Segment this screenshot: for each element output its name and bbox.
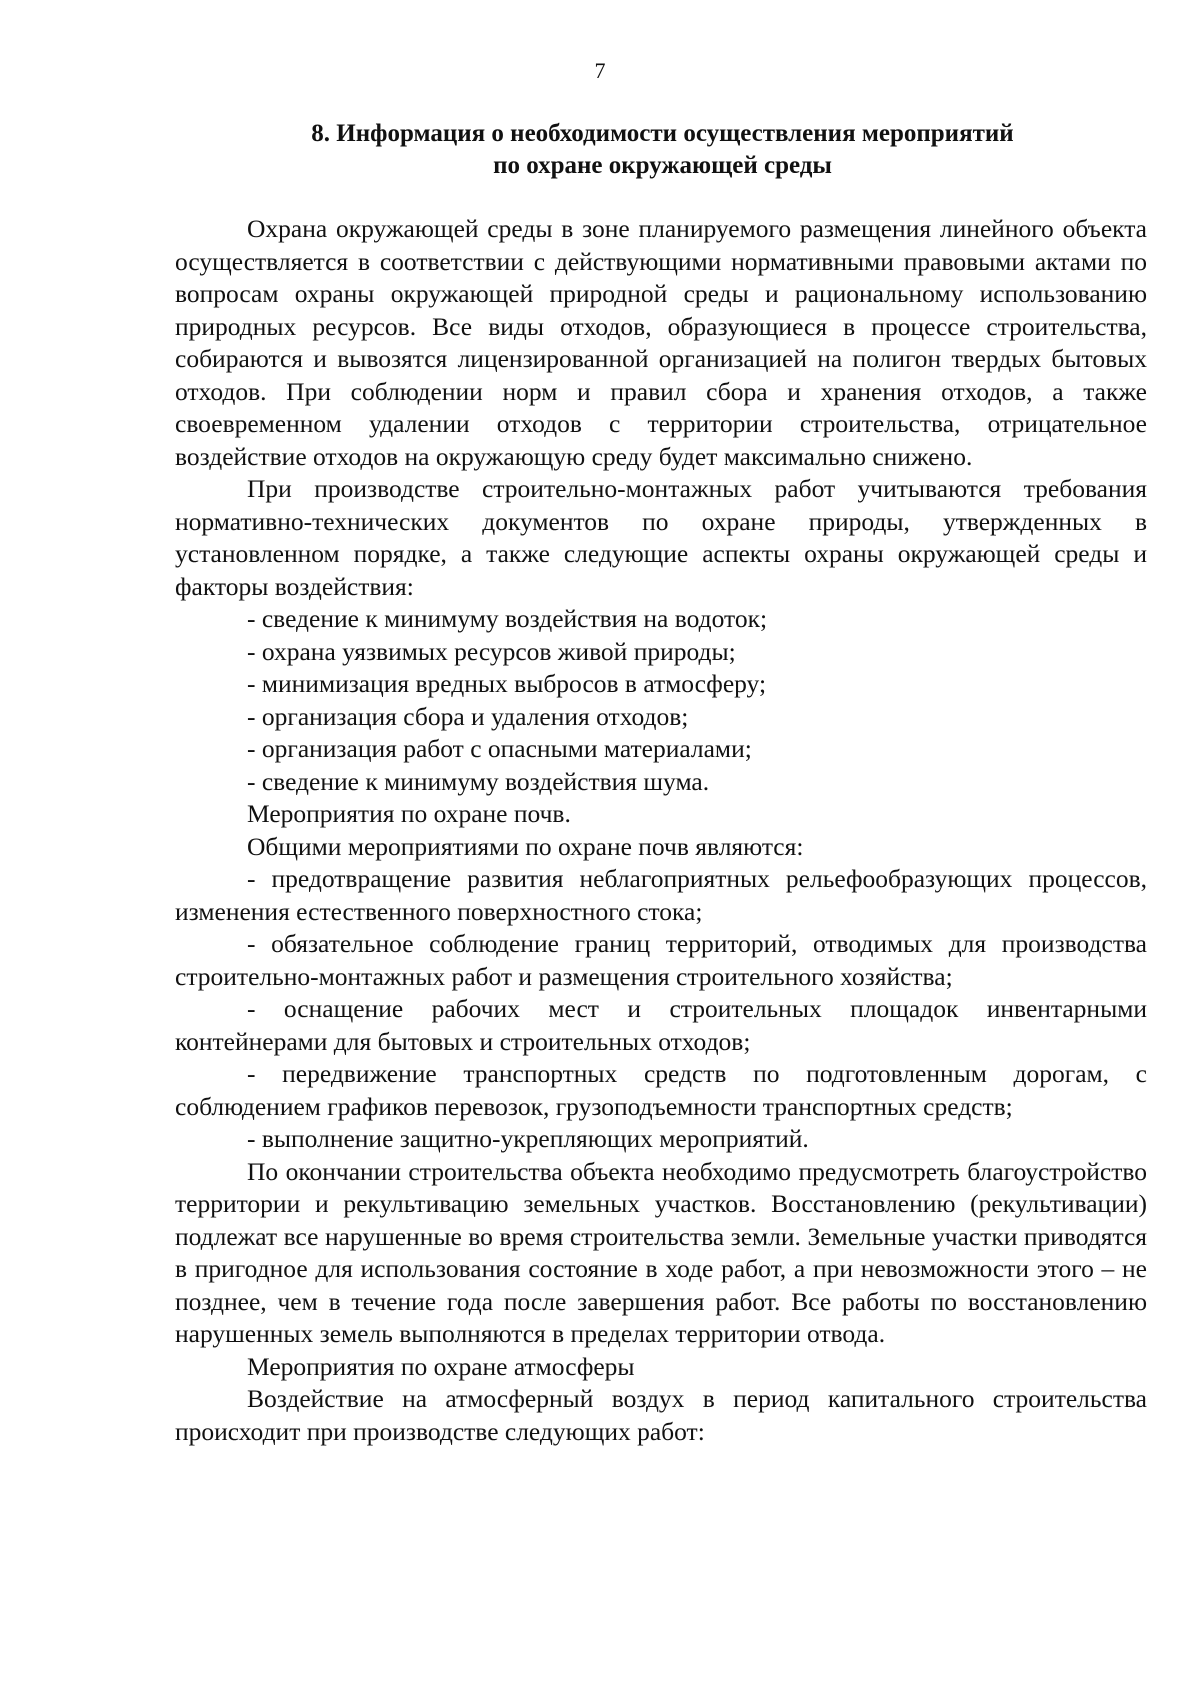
list-item: - обязательное соблюдение границ территорий, отводимых для производства строительно-монтажных работ и размещения строительного хозяйства; bbox=[175, 929, 1147, 991]
page-number: 7 bbox=[594, 58, 606, 83]
list-item: - минимизация вредных выбросов в атмосферу; bbox=[247, 669, 767, 698]
list-item: - сведение к минимуму воздействия шума. bbox=[247, 766, 710, 796]
paragraph: Воздействие на атмосферный воздух в период капитального строительства происходит при производстве следующих работ: bbox=[175, 1384, 1147, 1446]
list-item: - выполнение защитно-укрепляющих мероприятий. bbox=[247, 1124, 809, 1153]
list-item: - организация сбора и удаления отходов; bbox=[247, 701, 689, 731]
paragraph: Охрана окружающей среды в зоне планируемого размещения линейного объекта осуществляется в соответствии с действующими нормативными правовыми актами по вопросам охраны окружающей природной среды и рациональному использованию природных ресурсов. Все виды отходов, образующиеся в процессе строительства, собираются и вывозятся лицензированной организацией на полигон твердых бытовых отходов. При соблюдении норм и правил сбора и хранения отходов, а также своевременном удалении отходов с территории строительства, отрицательное воздействие отходов на окружающую среду будет максимально снижено. bbox=[175, 214, 1147, 471]
list-item: - передвижение транспортных средств по подготовленным дорогам, с соблюдением графиков перевозок, грузоподъемности транспортных средств; bbox=[175, 1059, 1147, 1121]
section-heading-line-1: 8. Информация о необходимости осуществления мероприятий bbox=[311, 120, 1014, 147]
section-heading-line-2: по охране окружающей среды bbox=[493, 152, 832, 179]
list-item: - охрана уязвимых ресурсов живой природы; bbox=[247, 636, 736, 666]
section-heading bbox=[175, 118, 1150, 182]
list-item: - оснащение рабочих мест и строительных площадок инвентарными контейнерами для бытовых и строительных отходов; bbox=[175, 994, 1147, 1056]
list-item: - сведение к минимуму воздействия на водоток; bbox=[247, 604, 768, 633]
list-item: - организация работ с опасными материалами; bbox=[247, 734, 752, 763]
paragraph: По окончании строительства объекта необходимо предусмотреть благоустройство территории и рекультивацию земельных участков. Восстановлению (рекультивации) подлежат все нарушенные во время строительства земли. Земельные участки приводятся в пригодное для использования состояние в ходе работ, а при невозможности этого – не позднее, чем в течение года после завершения работ. Все работы по восстановлению нарушенных земель выполняются в пределах территории отвода. bbox=[175, 1156, 1147, 1348]
list-item: - предотвращение развития неблагоприятных рельефообразующих процессов, изменения естественного поверхностного стока; bbox=[175, 864, 1147, 926]
subsection-title: Мероприятия по охране атмосферы bbox=[247, 1351, 635, 1381]
paragraph: Общими мероприятиями по охране почв являются: bbox=[247, 831, 804, 861]
body-text bbox=[175, 213, 1147, 1448]
subsection-title: Мероприятия по охране почв. bbox=[247, 799, 571, 828]
paragraph: При производстве строительно-монтажных работ учитываются требования нормативно-технических документов по охране природы, утвержденных в установленном порядке, а также следующие аспекты охраны окружающей среды и факторы воздействия: bbox=[175, 474, 1147, 601]
